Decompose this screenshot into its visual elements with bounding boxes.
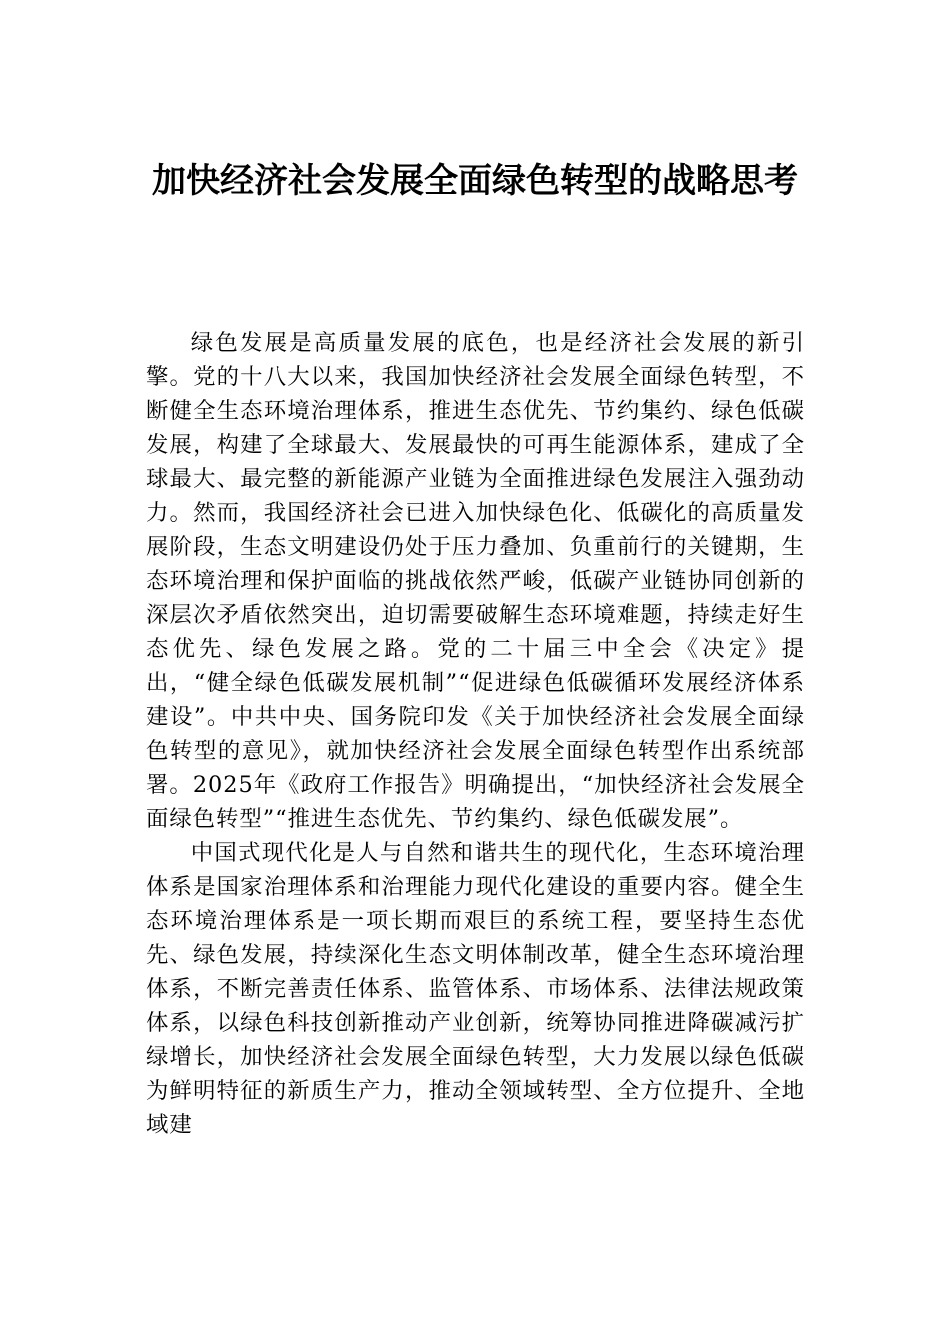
document-title: 加快经济社会发展全面绿色转型的战略思考 [152,161,798,201]
paragraph-2: 中国式现代化是人与自然和谐共生的现代化，生态环境治理体系是国家治理体系和治理能力现代化建设的重要内容。健全生态环境治理体系是一项长期而艰巨的系统工程，要坚持生态优先、绿色发展，持续深化生态文明体制改革，健全生态环境治理体系，不断完善责任体系、监管体系、市场体系、法律法规政策体系，以绿色科技创新推动产业创新，统筹协同推进降碳减污扩绿增长，加快经济社会发展全面绿色转型，大力发展以绿色低碳为鲜明特征的新质生产力，推动全领域转型、全方位提升、全地域建 [146,840,805,1138]
document-body [146,326,805,1142]
paragraph-1: 绿色发展是高质量发展的底色，也是经济社会发展的新引擎。党的十八大以来，我国加快经济社会发展全面绿色转型，不断健全生态环境治理体系，推进生态优先、节约集约、绿色低碳发展，构建了全球最大、发展最快的可再生能源体系，建成了全球最大、最完整的新能源产业链为全面推进绿色发展注入强劲动力。然而，我国经济社会已进入加快绿色化、低碳化的高质量发展阶段，生态文明建设仍处于压力叠加、负重前行的关键期，生态环境治理和保护面临的挑战依然严峻，低碳产业链协同创新的深层次矛盾依然突出，迫切需要破解生态环境难题，持续走好生态优先、绿色发展之路。党的二十届三中全会《决定》提出，“健全绿色低碳发展机制”“促进绿色低碳循环发展经济体系建设”。中共中央、国务院印发《关于加快经济社会发展全面绿色转型的意见》，就加快经济社会发展全面绿色转型作出系统部署。2025年《政府工作报告》明确提出，“加快经济社会发展全面绿色转型”“推进生态优先、节约集约、绿色低碳发展”。 [146,330,805,832]
